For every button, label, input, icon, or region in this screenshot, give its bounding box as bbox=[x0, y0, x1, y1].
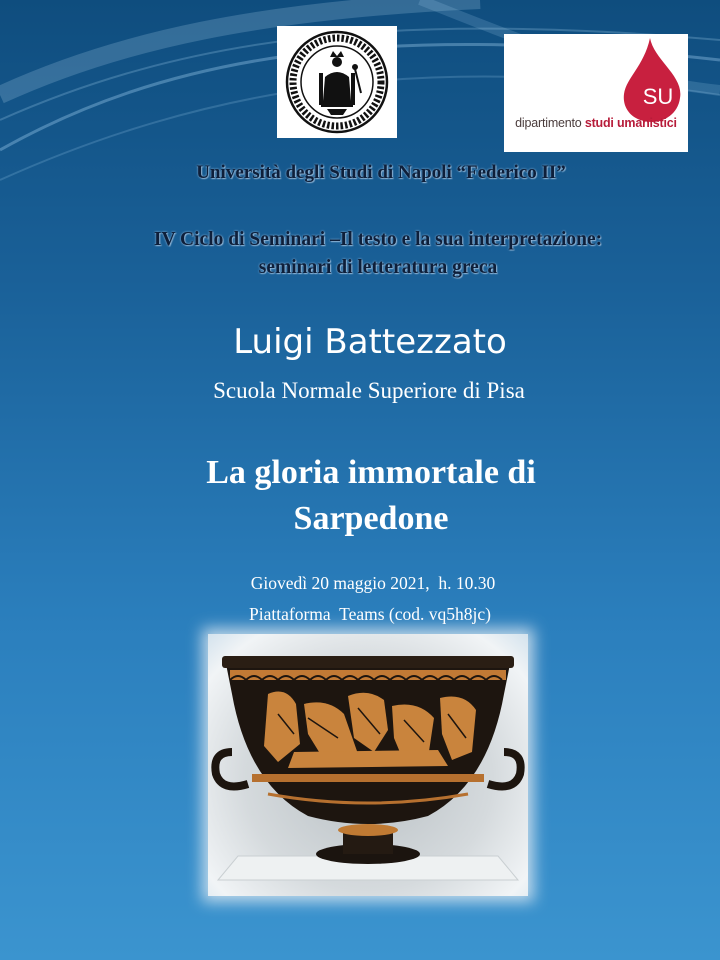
university-logo bbox=[277, 26, 397, 138]
greek-krater-vase-image bbox=[208, 634, 528, 896]
seminar-cycle-line2: seminari di letteratura greca bbox=[258, 257, 498, 278]
department-logo bbox=[504, 34, 688, 152]
su-monogram: SU bbox=[642, 84, 674, 109]
speaker-institution: Scuola Normale Superiore di Pisa bbox=[213, 378, 525, 403]
seminar-cycle bbox=[0, 226, 720, 282]
event-date-time: Giovedì 20 maggio 2021, h. 10.30 bbox=[250, 573, 496, 593]
su-drop-icon bbox=[620, 38, 684, 122]
department-name: dipartimento studi umanistici bbox=[515, 116, 677, 130]
talk-title bbox=[0, 450, 720, 542]
talk-title-line1: La gloria immortale di bbox=[206, 454, 536, 491]
university-seal-icon bbox=[281, 29, 393, 135]
speaker-name: Luigi Battezzato bbox=[233, 322, 507, 362]
university-name: Università degli Studi di Napoli “Federico II” bbox=[196, 162, 566, 183]
krater-photo bbox=[208, 634, 528, 896]
event-platform: Piattaforma Teams (cod. vq5h8jc) bbox=[249, 604, 491, 624]
seminar-cycle-line1: IV Ciclo di Seminari –Il testo e la sua interpretazione: bbox=[153, 229, 603, 250]
talk-title-line2: Sarpedone bbox=[293, 500, 449, 537]
